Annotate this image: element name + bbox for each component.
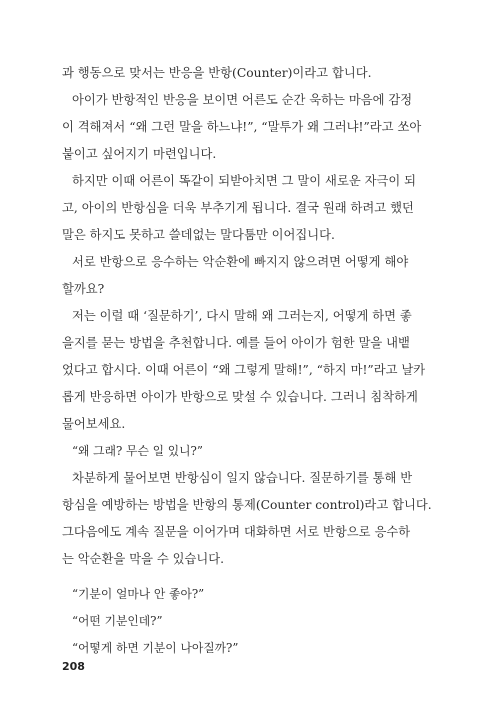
text-line: 저는 이럴 때 ‘질문하기’, 다시 말해 왜 그러는지, 어떻게 하면 좋 bbox=[72, 309, 412, 323]
text-line: 그다음에도 계속 질문을 이어가며 대화하면 서로 반항으로 응수하 bbox=[62, 525, 411, 539]
text-line: 차분하게 물어보면 반항심이 일지 않습니다. 질문하기를 통해 반 bbox=[72, 471, 413, 485]
text-line: 하지만 이때 어른이 똑같이 되받아치면 그 말이 새로운 자극이 되 bbox=[72, 174, 417, 188]
text-line: 롭게 반응하면 아이가 반항으로 맞설 수 있습니다. 그러니 침착하게 bbox=[62, 390, 418, 404]
text-line: 었다고 합시다. 이때 어른이 “왜 그렇게 말해!”, “하지 마!”라고 날카 bbox=[62, 363, 426, 377]
quote-line: “어떤 기분인데?” bbox=[72, 614, 163, 628]
page-number: 208 bbox=[62, 660, 85, 673]
text-line: 할까요? bbox=[62, 282, 105, 296]
text-line: 말은 하지도 못하고 쓸데없는 말다툼만 이어집니다. bbox=[62, 228, 335, 242]
spacer bbox=[62, 573, 442, 581]
text-line: 이 격해져서 “왜 그런 말을 하느냐!”, “말투가 왜 그러냐!”라고 쏘아 bbox=[62, 120, 422, 134]
text-line: 을지를 묻는 방법을 추천합니다. 예를 들어 아이가 험한 말을 내뱉 bbox=[62, 336, 410, 350]
text-line: 물어보세요. bbox=[62, 417, 126, 431]
text-line: 서로 반항으로 응수하는 악순환에 빠지지 않으려면 어떻게 해야 bbox=[72, 255, 409, 269]
text-line: 아이가 반항적인 반응을 보이면 어른도 순간 욱하는 마음에 감정 bbox=[72, 93, 413, 107]
text-line: 는 악순환을 막을 수 있습니다. bbox=[62, 552, 225, 566]
quote-line: “기분이 얼마나 안 좋아?” bbox=[72, 587, 205, 601]
text-line: 항심을 예방하는 방법을 반항의 통제(Counter control)라고 합니다. bbox=[62, 498, 432, 512]
body-text bbox=[62, 60, 442, 662]
text-line: 붙이고 싶어지기 마련입니다. bbox=[62, 147, 217, 161]
quote-line: “어떻게 하면 기분이 나아질까?” bbox=[72, 641, 239, 655]
quote-line: “왜 그래? 무슨 일 있니?” bbox=[72, 444, 203, 458]
text-line: 과 행동으로 맞서는 반응을 반항(Counter)이라고 합니다. bbox=[62, 66, 372, 80]
text-line: 고, 아이의 반항심을 더욱 부추기게 됩니다. 결국 원래 하려고 했던 bbox=[62, 201, 414, 215]
